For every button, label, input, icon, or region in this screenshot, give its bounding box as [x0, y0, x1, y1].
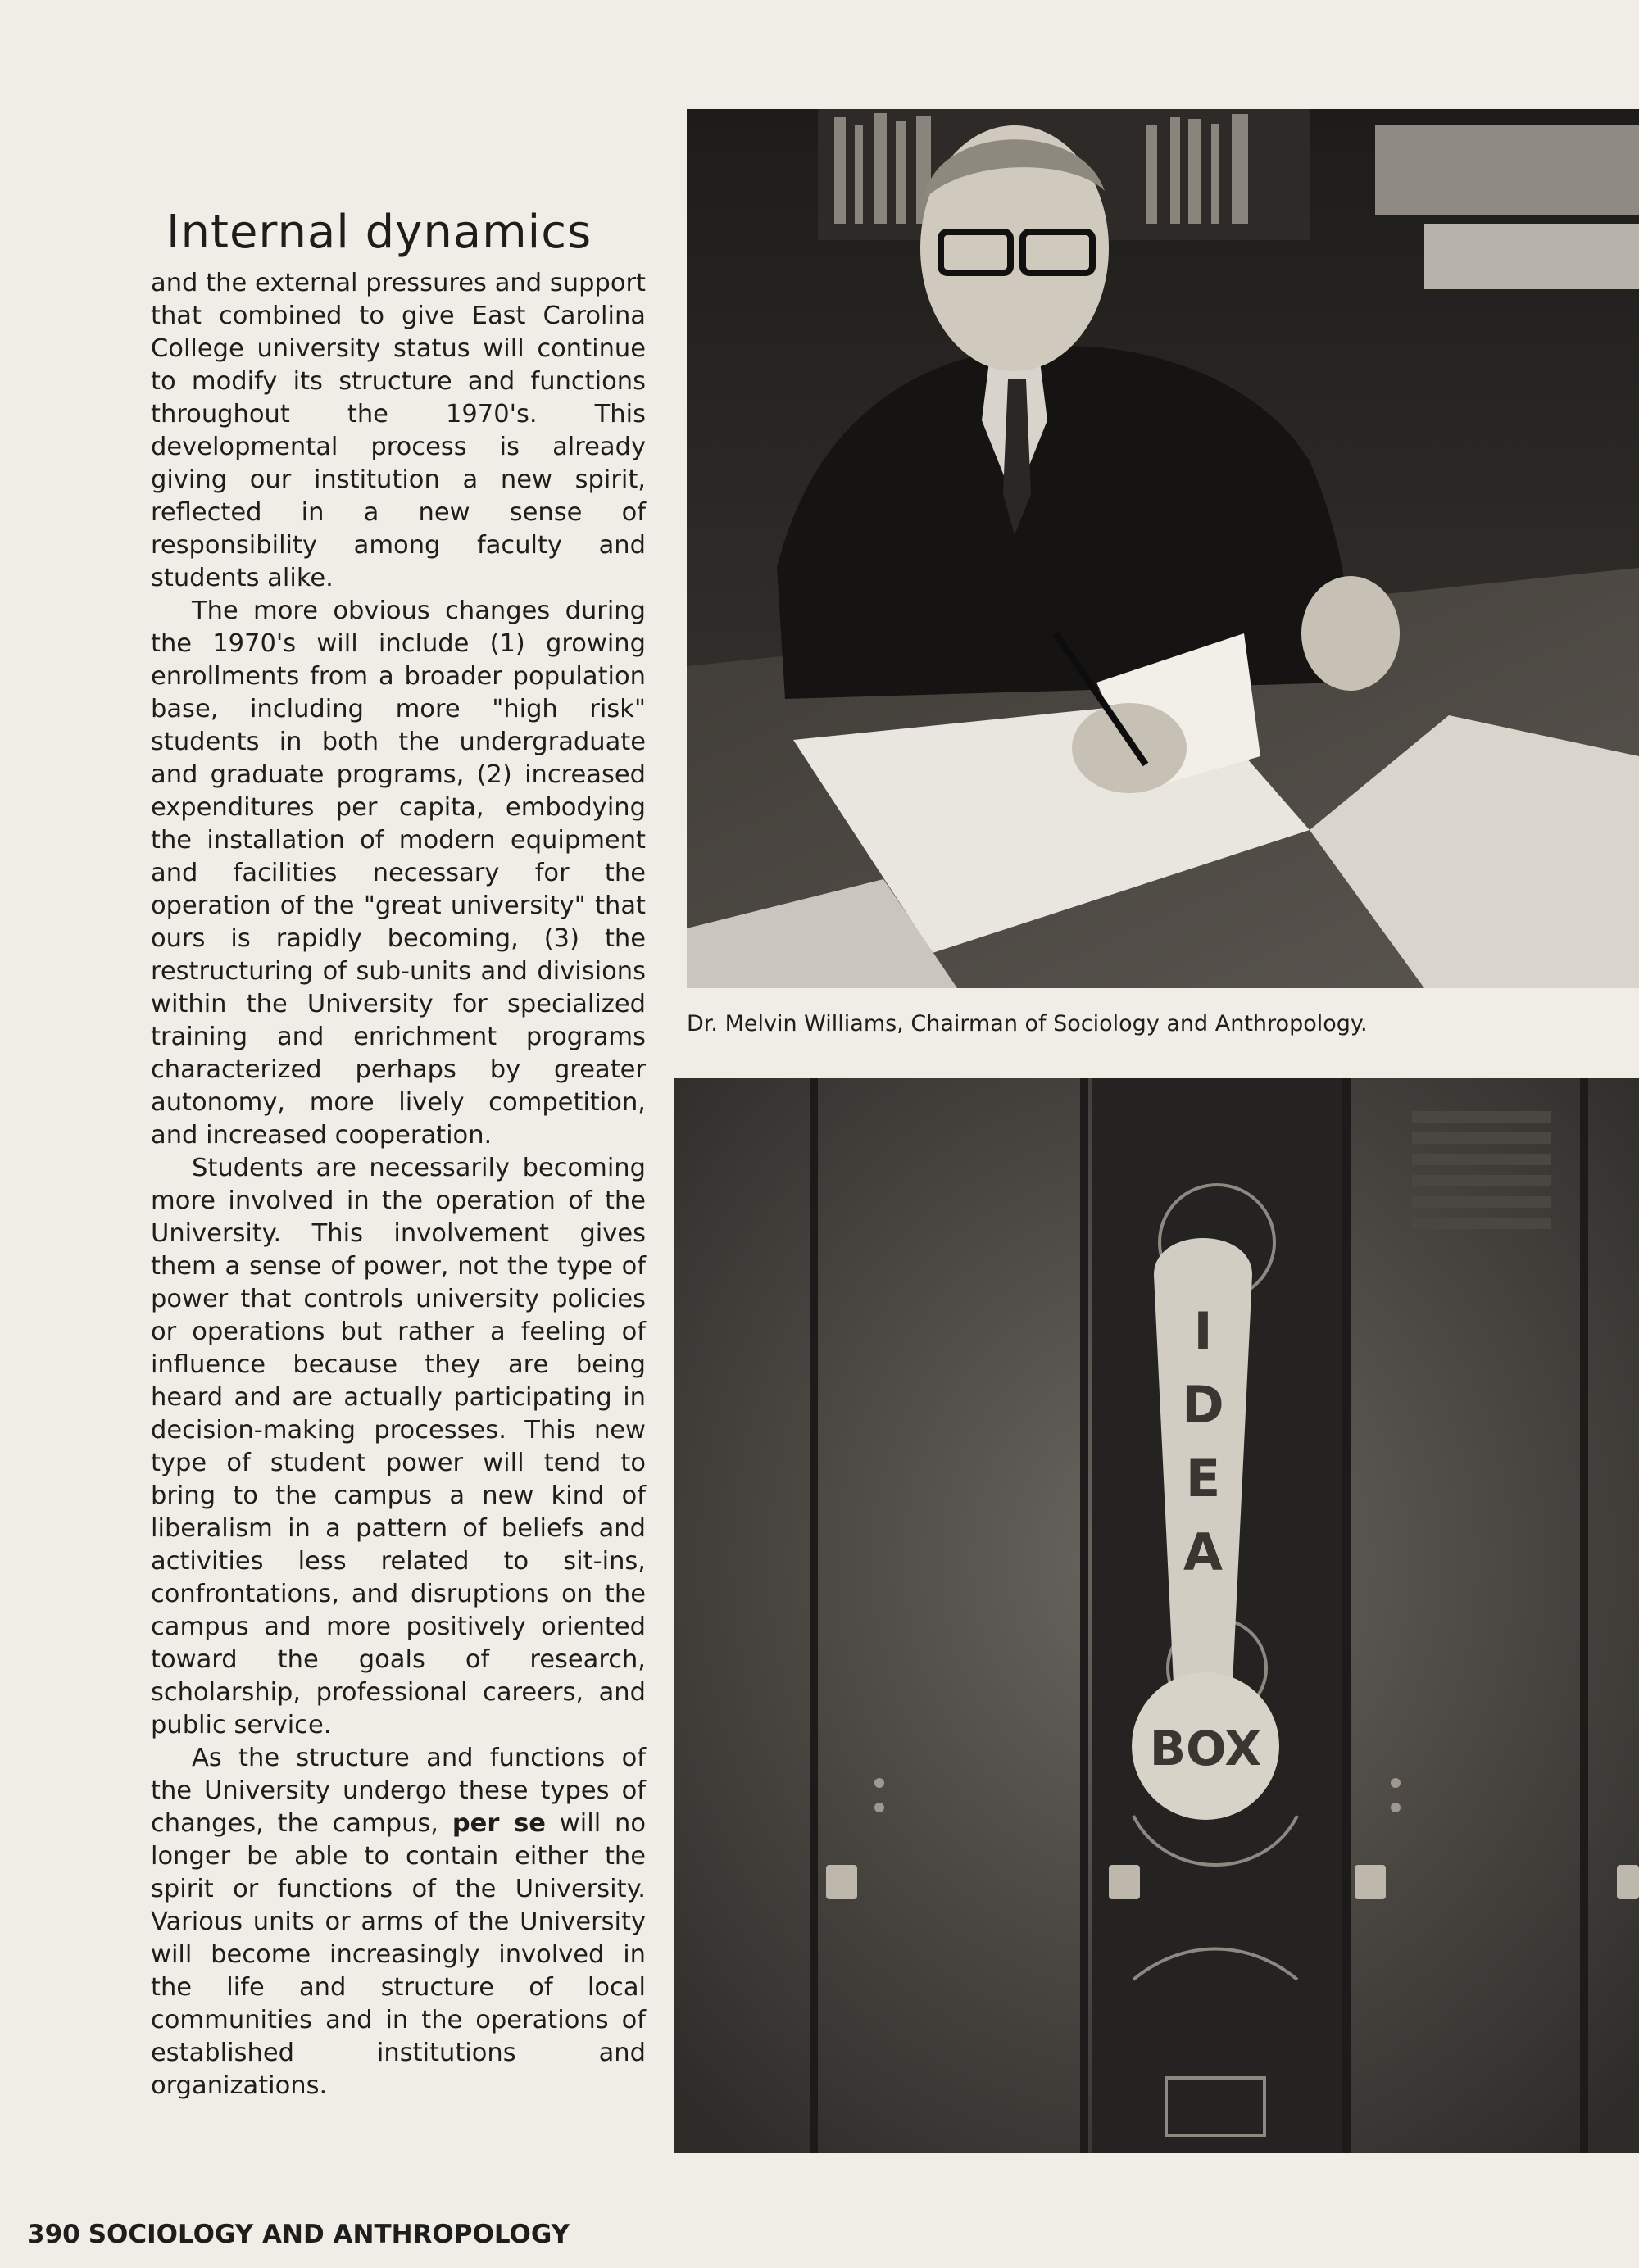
page-number: 390 [27, 2220, 80, 2249]
paragraph-1: and the external pressures and support that combined to give East Carolina College university status will continue to modify its structure and functions throughout the 1970's. This developmental process is already giving our institution a new spirit, reflected in a new sense of responsibility among faculty and students alike. [151, 269, 646, 592]
sign-letter-d: D [1182, 1375, 1224, 1435]
sign-letter-e: E [1185, 1449, 1221, 1508]
photo-lockers-image [674, 1078, 1639, 2153]
article-headline: Internal dynamics [166, 206, 592, 259]
paragraph-3: Students are necessarily becoming more involved in the operation of the University. This involvement gives them a sense of power, not the type of power that controls university policies or operations but rather a feeling of influence because they are being heard and are actually participating in decision-making processes. This new type of student power will tend to bring to the campus a new kind of liberalism in a pattern of beliefs and activities less related to sit-ins, confrontations, and disruptions on the campus and more positively oriented toward the goals of research, scholarship, professional careers, and public service. [151, 1154, 646, 1740]
paragraph-2: The more obvious changes during the 1970's will include (1) growing enrollments from a broader population base, including more "high risk" students in both the undergraduate and graduate programs, (2) increased expenditures per capita, embodying the installation of modern equipment and facilities necessary for the operation of the "great university" that ours is rapidly becoming, (3) the restructuring of sub-units and divisions within the University for specialized training and enrichment programs characterized perhaps by greater autonomy, more lively competition, and increased cooperation. [151, 596, 646, 1150]
photo-professor-image [687, 109, 1639, 988]
photo-professor-at-desk [687, 109, 1639, 988]
section-title: SOCIOLOGY AND ANTHROPOLOGY [88, 2220, 570, 2249]
photo-idea-box-lockers [674, 1078, 1639, 2153]
paragraph-4-emphasis: per se [452, 1809, 546, 1838]
paragraph-4-end: will no longer be able to contain either the spirit or functions of the University. Various units or arms of the University will become increasingly involved in the life and structure of local communities and in the operations of established institutions and organizations. [151, 1809, 646, 2100]
article-body [151, 267, 646, 2102]
page-footer [27, 2218, 765, 2251]
paragraph-4-start: As the structure and functions of the University undergo these types of changes, the campus, [151, 1744, 646, 1838]
photo-caption: Dr. Melvin Williams, Chairman of Sociology and Anthropology. [687, 1011, 1368, 1036]
paragraph-4 [151, 1742, 646, 2102]
sign-box-label: BOX [1149, 1721, 1262, 1776]
sign-letter-a: A [1183, 1522, 1223, 1582]
sign-letter-i: I [1193, 1301, 1213, 1361]
